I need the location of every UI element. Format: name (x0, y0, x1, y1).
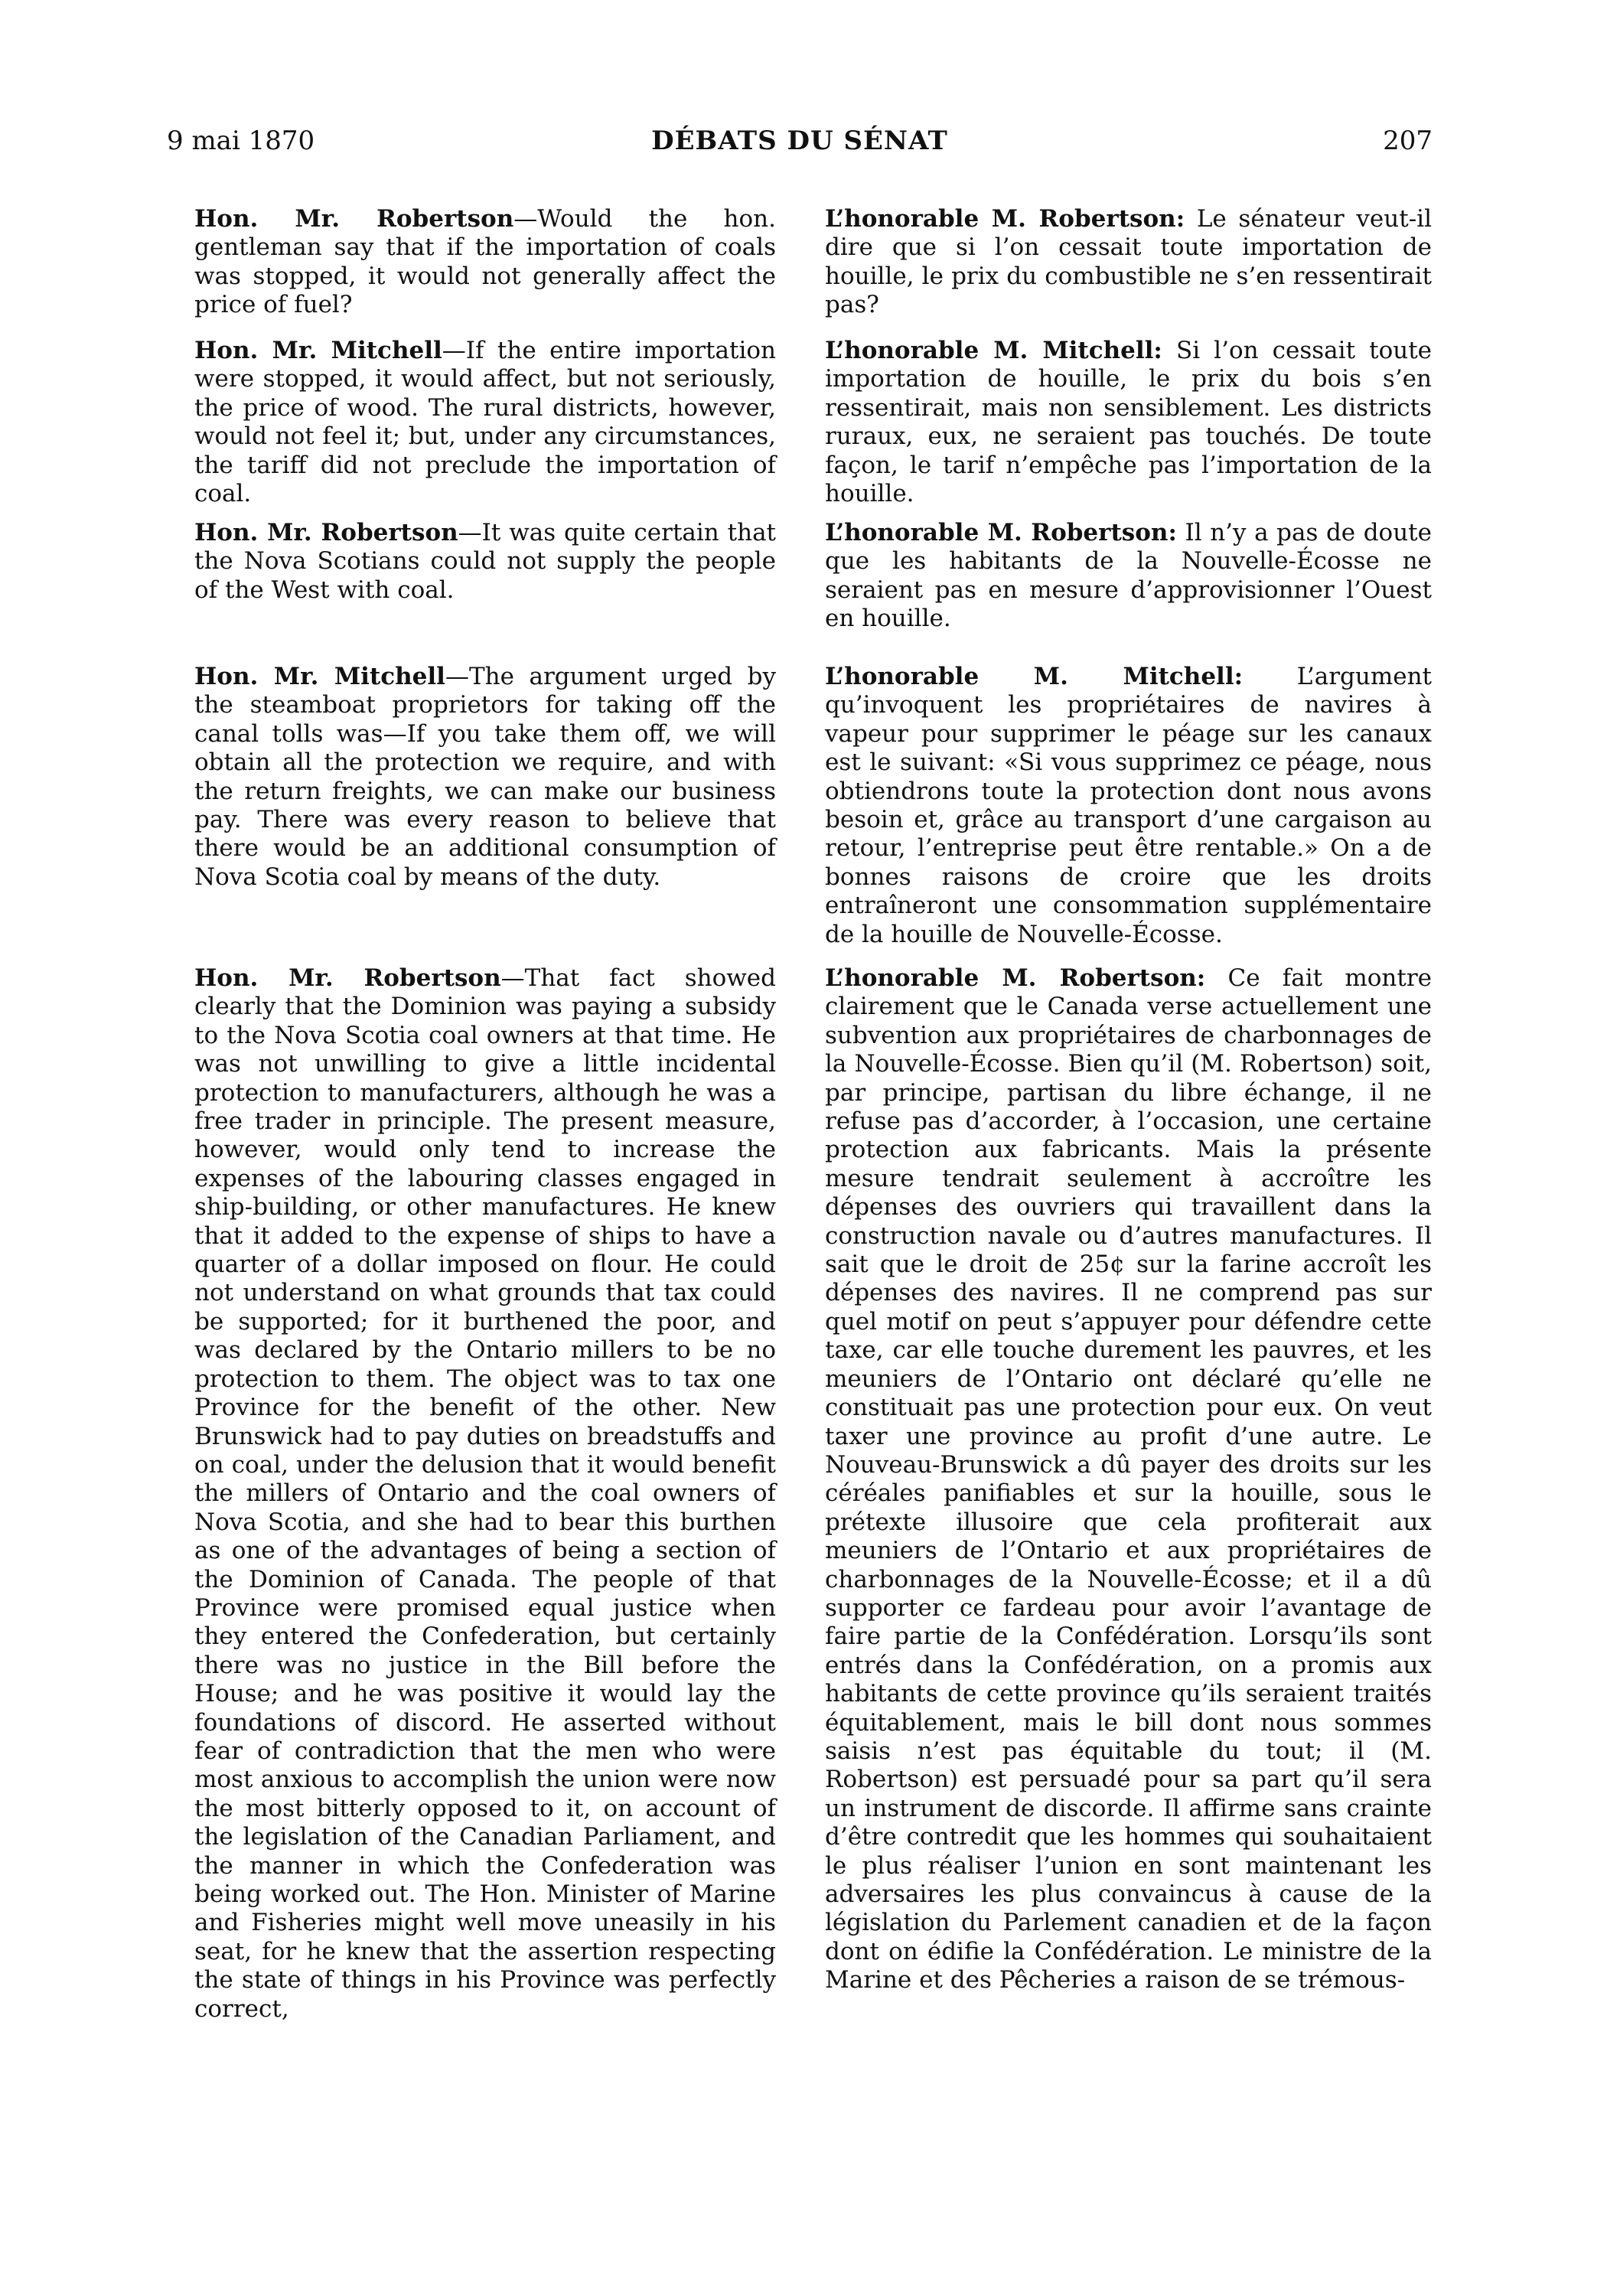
speaker-name: Hon. Mr. Mitchell (194, 663, 445, 690)
speech-text: —Would the hon. gentleman say that if the importation of coals was stopped, it would not generally affect the price of fuel? (194, 205, 776, 319)
speech-text: —It was quite certain that the Nova Scotians could not supply the people of the West with coal. (194, 519, 777, 604)
speech-text: Il n’y a pas de doute que les habitants de la Nouvelle-Écosse ne seraient pas en mesure d’approvisionner l’Ouest en houille. (825, 519, 1432, 633)
page-header (167, 126, 1433, 164)
english-paragraph-4 (194, 663, 776, 892)
french-paragraph-1 (825, 205, 1432, 320)
speech-text: —The argument urged by the steamboat proprietors for taking off the canal tolls was—If you take them off, we will obtain all the protection we require, and with the return freights, we can make our business pay. There was every reason to believe that there would be an additional consumption of Nova Scotia coal by means of the duty. (194, 663, 777, 891)
speaker-name: Hon. Mr. Mitchell (194, 337, 442, 364)
french-paragraph-2 (825, 337, 1432, 508)
speaker-name: Hon. Mr. Robertson (194, 519, 458, 546)
english-paragraph-2 (194, 337, 776, 508)
speaker-name: Hon. Mr. Robertson (194, 964, 501, 992)
speech-text: Le sénateur veut-il dire que si l’on cessait toute importation de houille, le prix du combustible ne s’en ressentirait pas? (825, 205, 1432, 319)
speaker-name: L’honorable M. Robertson: (825, 205, 1185, 233)
french-paragraph-4 (825, 663, 1432, 949)
speaker-name: Hon. Mr. Robertson (194, 205, 514, 233)
page-number: 207 (1383, 126, 1433, 156)
header-title: DÉBATS DU SÉNAT (651, 126, 948, 156)
header-date: 9 mai 1870 (167, 126, 315, 156)
speech-text: Si l’on cessait toute importation de houille, le prix du bois s’en ressentirait, mais non sensiblement. Les districts ruraux, eux, ne seraient pas touchés. De toute façon, le tarif n’empêche pas l’importation de la houille. (825, 337, 1433, 508)
french-paragraph-3 (825, 519, 1432, 634)
speech-text: Ce fait montre clairement que le Canada verse actuellement une subvention aux propriétaires de charbonnages de la Nouvelle-Écosse. Bien qu’il (M. Robertson) soit, par principe, partisan du libre échange, il ne refuse pas d’accorder, à l’occasion, une certaine protection aux fabricants. Mais la présente mesure tendrait seulement à accroître les dépenses des ouvriers qui travaillent dans la construction navale ou d’autres manufactures. Il sait que le droit de 25¢ sur la farine accroît les dépenses des navires. Il ne comprend pas sur quel motif on peut s’appuyer pour défendre cette taxe, car elle touche durement les pauvres, et les meuniers de l’Ontario ont déclaré qu’elle ne constituait pas une protection pour eux. On veut taxer une province au profit d’une autre. Le Nouveau-Brunswick a dû payer des droits sur les céréales panifiables et sur la houille, sous le prétexte illusoire que cela profiterait aux meuniers de l’Ontario et aux propriétaires de charbonnages de la Nouvelle-Écosse; et il a dû supporter ce fardeau pour avoir l’avantage de faire partie de la Confédération. Lorsqu’ils sont entrés dans la Confédération, on a promis aux habitants de cette province qu’ils seraient traités équitablement, mais le bill dont nous sommes saisis n’est pas équitable du tout; il (M. Robertson) est persuadé pour sa part qu’il sera un instrument de discorde. Il affirme sans crainte d’être contredit que les hommes qui souhaitaient le plus réaliser l’union en sont maintenant les adversaires les plus convaincus à cause de la législation du Parlement canadien et de la façon dont on édifie la Confédération. Le ministre de la Marine et des Pêcheries a raison de se trémous- (825, 964, 1432, 1994)
speech-text: —That fact showed clearly that the Dominion was paying a subsidy to the Nova Scotia coal owners at that time. He was not unwilling to give a little incidental protection to manufacturers, although he was a free trader in principle. The present measure, however, would only tend to increase the expenses of the labouring classes engaged in ship-building, or other manufactures. He knew that it added to the expense of ships to have a quarter of a dollar imposed on flour. He could not understand on what grounds that tax could be supported; for it burthened the poor, and was declared by the Ontario millers to be no protection to them. The object was to tax one Province for the benefit of the other. New Brunswick had to pay duties on breadstuffs and on coal, under the delusion that it would benefit the millers of Ontario and the coal owners of Nova Scotia, and she had to bear this burthen as one of the advantages of being a section of the Dominion of Canada. The people of that Province were promised equal justice when they entered the Confederation, but certainly there was no justice in the Bill before the House; and he was positive it would lay the foundations of discord. He asserted without fear of contradiction that the men who were most anxious to accomplish the union were now the most bitterly opposed to it, on account of the legislation of the Canadian Parliament, and the manner in which the Confederation was being worked out. The Hon. Minister of Marine and Fisheries might well move uneasily in his seat, for he knew that the assertion respecting the state of things in his Province was perfectly correct, (194, 964, 776, 2023)
english-paragraph-3 (194, 519, 776, 605)
speaker-name: L’honorable M. Robertson: (825, 519, 1177, 546)
french-paragraph-5 (825, 964, 1432, 1995)
speech-text: —If the entire importation were stopped, it would affect, but not seriously, the price of wood. The rural districts, however, would not feel it; but, under any circumstances, the tariff did not preclude the importation of coal. (194, 337, 777, 508)
speaker-name: L’honorable M. Mitchell: (825, 337, 1162, 364)
speech-text: L’argument qu’invoquent les propriétaires de navires à vapeur pour supprimer le péage sur les canaux est le suivant: «Si vous supprimez ce péage, nous obtiendrons toute la protection dont nous avons besoin et, grâce au transport d’une cargaison au retour, l’entreprise peut être rentable.» On a de bonnes raisons de croire que les droits entraîneront une consommation supplémentaire de la houille de Nouvelle-Écosse. (825, 663, 1432, 948)
speaker-name: L’honorable M. Robertson: (825, 964, 1206, 992)
english-paragraph-5 (194, 964, 776, 2024)
speaker-name: L’honorable M. Mitchell: (825, 663, 1244, 690)
english-paragraph-1 (194, 205, 776, 320)
